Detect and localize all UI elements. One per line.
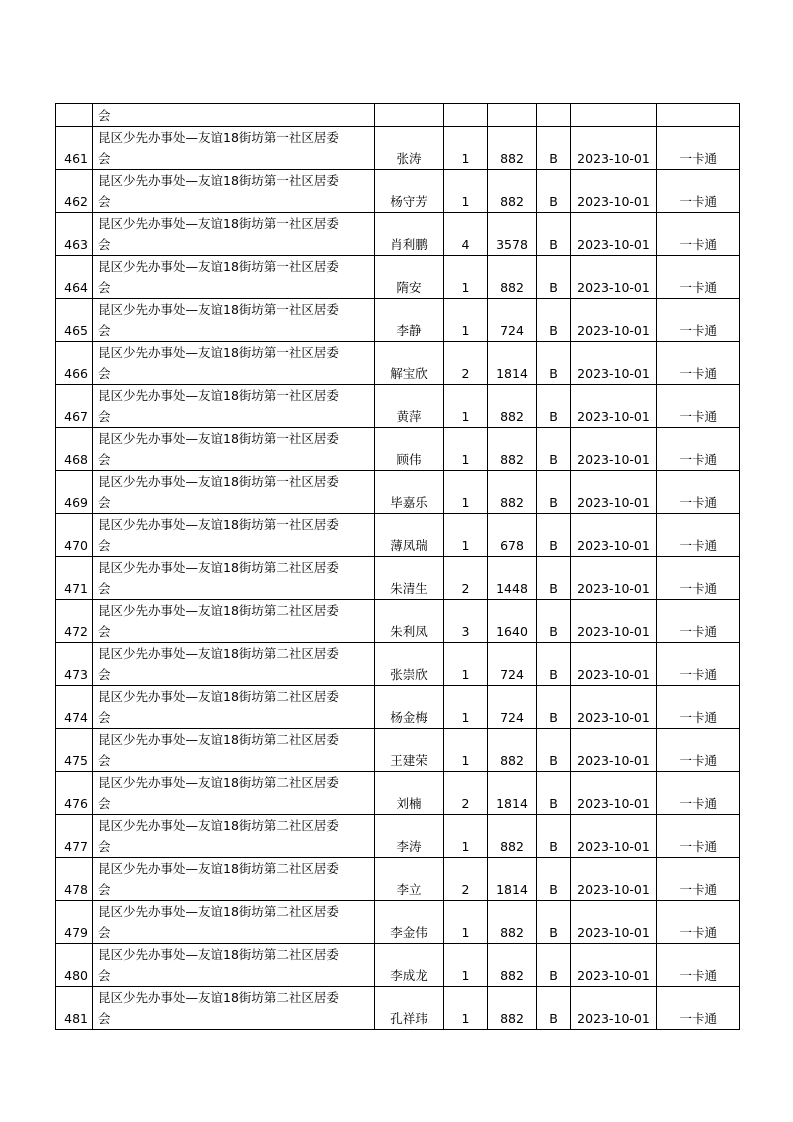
cell-date: 2023-10-01 [571, 729, 657, 772]
cell-class: B [537, 901, 571, 944]
cell-unit [93, 944, 375, 987]
cell-name: 薄凤瑞 [375, 514, 444, 557]
cell-count: 2 [444, 557, 488, 600]
cell-unit-line2: 会 [98, 796, 111, 811]
cell-class: B [537, 256, 571, 299]
cell-count: 1 [444, 127, 488, 170]
cell-class: B [537, 729, 571, 772]
cell-unit [93, 256, 375, 299]
cell-unit-line2: 会 [98, 882, 111, 897]
cell-no: 474 [56, 686, 93, 729]
cell-amount: 1814 [488, 772, 537, 815]
cell-no: 479 [56, 901, 93, 944]
cell-amount: 724 [488, 643, 537, 686]
cell-name: 杨守芳 [375, 170, 444, 213]
cell-unit [93, 772, 375, 815]
cell-unit-line2: 会 [98, 1011, 111, 1026]
table-row [56, 600, 740, 643]
cell-pay: 一卡通 [657, 643, 740, 686]
table-row [56, 557, 740, 600]
cell-unit-line2: 会 [98, 538, 111, 553]
cell-count: 1 [444, 471, 488, 514]
cell-unit-line2: 会 [98, 409, 111, 424]
cell-unit [93, 514, 375, 557]
cell-date: 2023-10-01 [571, 170, 657, 213]
cell-no: 480 [56, 944, 93, 987]
cell-class: B [537, 643, 571, 686]
cell-amount: 1814 [488, 858, 537, 901]
cell-unit [93, 643, 375, 686]
cell-name: 孔祥玮 [375, 987, 444, 1030]
cell-unit-line1: 昆区少先办事处—友谊18街坊第二社区居委 [98, 732, 339, 747]
cell-unit-line2: 会 [98, 968, 111, 983]
table-row [56, 213, 740, 256]
cell-name: 李金伟 [375, 901, 444, 944]
cell-pay: 一卡通 [657, 686, 740, 729]
cell-no: 470 [56, 514, 93, 557]
cell-count: 1 [444, 686, 488, 729]
cell-pay: 一卡通 [657, 729, 740, 772]
cell-unit-line2: 会 [98, 667, 111, 682]
cell-date [571, 104, 657, 127]
cell-date: 2023-10-01 [571, 213, 657, 256]
cell-unit: 会 [93, 104, 375, 127]
cell-count: 1 [444, 299, 488, 342]
table-row [56, 385, 740, 428]
cell-no: 466 [56, 342, 93, 385]
cell-unit-line2: 会 [98, 839, 111, 854]
cell-count: 1 [444, 385, 488, 428]
cell-unit [93, 858, 375, 901]
cell-count: 2 [444, 858, 488, 901]
cell-unit-line2: 会 [98, 237, 111, 252]
cell-no: 481 [56, 987, 93, 1030]
table-row [56, 858, 740, 901]
cell-unit-line1: 昆区少先办事处—友谊18街坊第一社区居委 [98, 130, 339, 145]
cell-name: 解宝欣 [375, 342, 444, 385]
cell-no [56, 104, 93, 127]
cell-pay: 一卡通 [657, 299, 740, 342]
cell-name: 杨金梅 [375, 686, 444, 729]
cell-date: 2023-10-01 [571, 471, 657, 514]
cell-class: B [537, 686, 571, 729]
cell-amount: 3578 [488, 213, 537, 256]
cell-unit-line2: 会 [98, 366, 111, 381]
cell-unit-line2: 会 [98, 151, 111, 166]
cell-amount: 882 [488, 127, 537, 170]
table-row-continued [56, 104, 740, 127]
cell-name: 李成龙 [375, 944, 444, 987]
cell-unit-line2: 会 [98, 624, 111, 639]
cell-class: B [537, 428, 571, 471]
cell-unit-line1: 昆区少先办事处—友谊18街坊第一社区居委 [98, 345, 339, 360]
cell-unit-line1: 昆区少先办事处—友谊18街坊第二社区居委 [98, 560, 339, 575]
table-row [56, 815, 740, 858]
cell-class: B [537, 514, 571, 557]
cell-unit-line2: 会 [98, 280, 111, 295]
cell-count: 1 [444, 428, 488, 471]
cell-amount: 882 [488, 471, 537, 514]
cell-unit-line2: 会 [98, 495, 111, 510]
cell-pay: 一卡通 [657, 901, 740, 944]
cell-unit-line1: 昆区少先办事处—友谊18街坊第一社区居委 [98, 431, 339, 446]
cell-pay: 一卡通 [657, 858, 740, 901]
cell-class: B [537, 944, 571, 987]
cell-pay: 一卡通 [657, 471, 740, 514]
cell-name: 张崇欣 [375, 643, 444, 686]
cell-unit [93, 557, 375, 600]
table-row [56, 901, 740, 944]
cell-unit-line1: 昆区少先办事处—友谊18街坊第二社区居委 [98, 775, 339, 790]
cell-pay: 一卡通 [657, 170, 740, 213]
table-row [56, 772, 740, 815]
cell-unit-line1: 昆区少先办事处—友谊18街坊第二社区居委 [98, 646, 339, 661]
cell-count: 3 [444, 600, 488, 643]
cell-name: 顾伟 [375, 428, 444, 471]
cell-date: 2023-10-01 [571, 643, 657, 686]
cell-no: 475 [56, 729, 93, 772]
cell-no: 467 [56, 385, 93, 428]
cell-no: 465 [56, 299, 93, 342]
cell-date: 2023-10-01 [571, 987, 657, 1030]
cell-pay: 一卡通 [657, 815, 740, 858]
cell-amount: 882 [488, 428, 537, 471]
cell-no: 461 [56, 127, 93, 170]
cell-no: 473 [56, 643, 93, 686]
cell-class: B [537, 299, 571, 342]
table-row [56, 944, 740, 987]
cell-count: 1 [444, 256, 488, 299]
cell-class: B [537, 170, 571, 213]
cell-pay: 一卡通 [657, 600, 740, 643]
table-row [56, 729, 740, 772]
table-row [56, 514, 740, 557]
cell-amount: 678 [488, 514, 537, 557]
cell-name: 王建荣 [375, 729, 444, 772]
cell-unit-line2: 会 [98, 753, 111, 768]
cell-date: 2023-10-01 [571, 385, 657, 428]
cell-unit [93, 213, 375, 256]
cell-amount: 882 [488, 256, 537, 299]
cell-count [444, 104, 488, 127]
cell-no: 464 [56, 256, 93, 299]
cell-date: 2023-10-01 [571, 299, 657, 342]
cell-date: 2023-10-01 [571, 557, 657, 600]
cell-name: 李立 [375, 858, 444, 901]
cell-name: 李静 [375, 299, 444, 342]
cell-class [537, 104, 571, 127]
cell-pay [657, 104, 740, 127]
cell-unit-line1: 昆区少先办事处—友谊18街坊第一社区居委 [98, 474, 339, 489]
cell-unit-line1: 昆区少先办事处—友谊18街坊第二社区居委 [98, 904, 339, 919]
cell-class: B [537, 127, 571, 170]
roster-table [55, 103, 740, 1030]
cell-no: 468 [56, 428, 93, 471]
cell-unit-line2: 会 [98, 452, 111, 467]
cell-unit-line1: 昆区少先办事处—友谊18街坊第二社区居委 [98, 689, 339, 704]
cell-name: 隋安 [375, 256, 444, 299]
cell-date: 2023-10-01 [571, 901, 657, 944]
cell-date: 2023-10-01 [571, 944, 657, 987]
cell-class: B [537, 600, 571, 643]
cell-unit-line1: 昆区少先办事处—友谊18街坊第一社区居委 [98, 259, 339, 274]
cell-unit-line2: 会 [98, 581, 111, 596]
cell-name: 李涛 [375, 815, 444, 858]
cell-unit-line1: 昆区少先办事处—友谊18街坊第二社区居委 [98, 603, 339, 618]
cell-amount: 1640 [488, 600, 537, 643]
cell-unit-line1: 昆区少先办事处—友谊18街坊第一社区居委 [98, 302, 339, 317]
cell-pay: 一卡通 [657, 213, 740, 256]
cell-count: 1 [444, 987, 488, 1030]
cell-date: 2023-10-01 [571, 772, 657, 815]
cell-unit-line1: 昆区少先办事处—友谊18街坊第二社区居委 [98, 861, 339, 876]
cell-class: B [537, 385, 571, 428]
cell-date: 2023-10-01 [571, 858, 657, 901]
cell-unit [93, 471, 375, 514]
cell-pay: 一卡通 [657, 557, 740, 600]
cell-count: 4 [444, 213, 488, 256]
table-row [56, 643, 740, 686]
cell-count: 1 [444, 514, 488, 557]
cell-amount: 882 [488, 987, 537, 1030]
cell-amount: 724 [488, 686, 537, 729]
cell-unit [93, 127, 375, 170]
cell-count: 1 [444, 944, 488, 987]
cell-date: 2023-10-01 [571, 600, 657, 643]
cell-class: B [537, 772, 571, 815]
cell-count: 1 [444, 901, 488, 944]
cell-unit [93, 987, 375, 1030]
cell-date: 2023-10-01 [571, 256, 657, 299]
cell-unit-line1: 昆区少先办事处—友谊18街坊第二社区居委 [98, 818, 339, 833]
cell-unit [93, 342, 375, 385]
cell-unit [93, 600, 375, 643]
cell-unit-line2: 会 [98, 194, 111, 209]
cell-no: 477 [56, 815, 93, 858]
cell-date: 2023-10-01 [571, 514, 657, 557]
cell-unit-line1: 昆区少先办事处—友谊18街坊第二社区居委 [98, 947, 339, 962]
cell-pay: 一卡通 [657, 944, 740, 987]
cell-no: 478 [56, 858, 93, 901]
cell-name [375, 104, 444, 127]
cell-unit [93, 428, 375, 471]
cell-amount: 882 [488, 170, 537, 213]
table-row [56, 299, 740, 342]
cell-class: B [537, 342, 571, 385]
table-row [56, 127, 740, 170]
cell-date: 2023-10-01 [571, 428, 657, 471]
cell-count: 1 [444, 170, 488, 213]
cell-unit-line1: 昆区少先办事处—友谊18街坊第二社区居委 [98, 990, 339, 1005]
cell-unit [93, 686, 375, 729]
cell-unit-line1: 昆区少先办事处—友谊18街坊第一社区居委 [98, 173, 339, 188]
table-row [56, 987, 740, 1030]
cell-unit [93, 901, 375, 944]
cell-amount: 1448 [488, 557, 537, 600]
cell-unit [93, 385, 375, 428]
cell-amount: 882 [488, 385, 537, 428]
cell-name: 朱清生 [375, 557, 444, 600]
cell-count: 1 [444, 729, 488, 772]
cell-pay: 一卡通 [657, 127, 740, 170]
cell-amount: 882 [488, 729, 537, 772]
cell-count: 2 [444, 342, 488, 385]
cell-no: 476 [56, 772, 93, 815]
cell-date: 2023-10-01 [571, 815, 657, 858]
table-row [56, 686, 740, 729]
cell-name: 张涛 [375, 127, 444, 170]
cell-unit [93, 170, 375, 213]
cell-amount: 724 [488, 299, 537, 342]
cell-amount: 1814 [488, 342, 537, 385]
table-row [56, 428, 740, 471]
cell-unit [93, 815, 375, 858]
cell-no: 469 [56, 471, 93, 514]
cell-class: B [537, 471, 571, 514]
table-row [56, 170, 740, 213]
cell-unit [93, 299, 375, 342]
cell-date: 2023-10-01 [571, 342, 657, 385]
cell-pay: 一卡通 [657, 987, 740, 1030]
table-row [56, 256, 740, 299]
cell-unit-line1: 昆区少先办事处—友谊18街坊第一社区居委 [98, 216, 339, 231]
cell-pay: 一卡通 [657, 428, 740, 471]
cell-unit-line2: 会 [98, 323, 111, 338]
cell-no: 472 [56, 600, 93, 643]
cell-unit-line1: 昆区少先办事处—友谊18街坊第一社区居委 [98, 517, 339, 532]
cell-pay: 一卡通 [657, 256, 740, 299]
cell-count: 1 [444, 815, 488, 858]
cell-no: 471 [56, 557, 93, 600]
cell-unit [93, 729, 375, 772]
cell-name: 刘楠 [375, 772, 444, 815]
cell-date: 2023-10-01 [571, 686, 657, 729]
table-row [56, 342, 740, 385]
cell-pay: 一卡通 [657, 514, 740, 557]
cell-no: 463 [56, 213, 93, 256]
cell-date: 2023-10-01 [571, 127, 657, 170]
cell-pay: 一卡通 [657, 772, 740, 815]
cell-class: B [537, 987, 571, 1030]
cell-count: 2 [444, 772, 488, 815]
cell-name: 毕嘉乐 [375, 471, 444, 514]
cell-amount [488, 104, 537, 127]
cell-amount: 882 [488, 944, 537, 987]
cell-name: 黄萍 [375, 385, 444, 428]
cell-amount: 882 [488, 815, 537, 858]
cell-count: 1 [444, 643, 488, 686]
cell-amount: 882 [488, 901, 537, 944]
cell-class: B [537, 815, 571, 858]
table-row [56, 471, 740, 514]
cell-pay: 一卡通 [657, 342, 740, 385]
cell-no: 462 [56, 170, 93, 213]
cell-unit-line2: 会 [98, 710, 111, 725]
cell-class: B [537, 557, 571, 600]
cell-class: B [537, 213, 571, 256]
cell-name: 朱利凤 [375, 600, 444, 643]
cell-pay: 一卡通 [657, 385, 740, 428]
cell-unit-line2: 会 [98, 925, 111, 940]
cell-name: 肖利鹏 [375, 213, 444, 256]
cell-class: B [537, 858, 571, 901]
cell-unit-line1: 昆区少先办事处—友谊18街坊第一社区居委 [98, 388, 339, 403]
